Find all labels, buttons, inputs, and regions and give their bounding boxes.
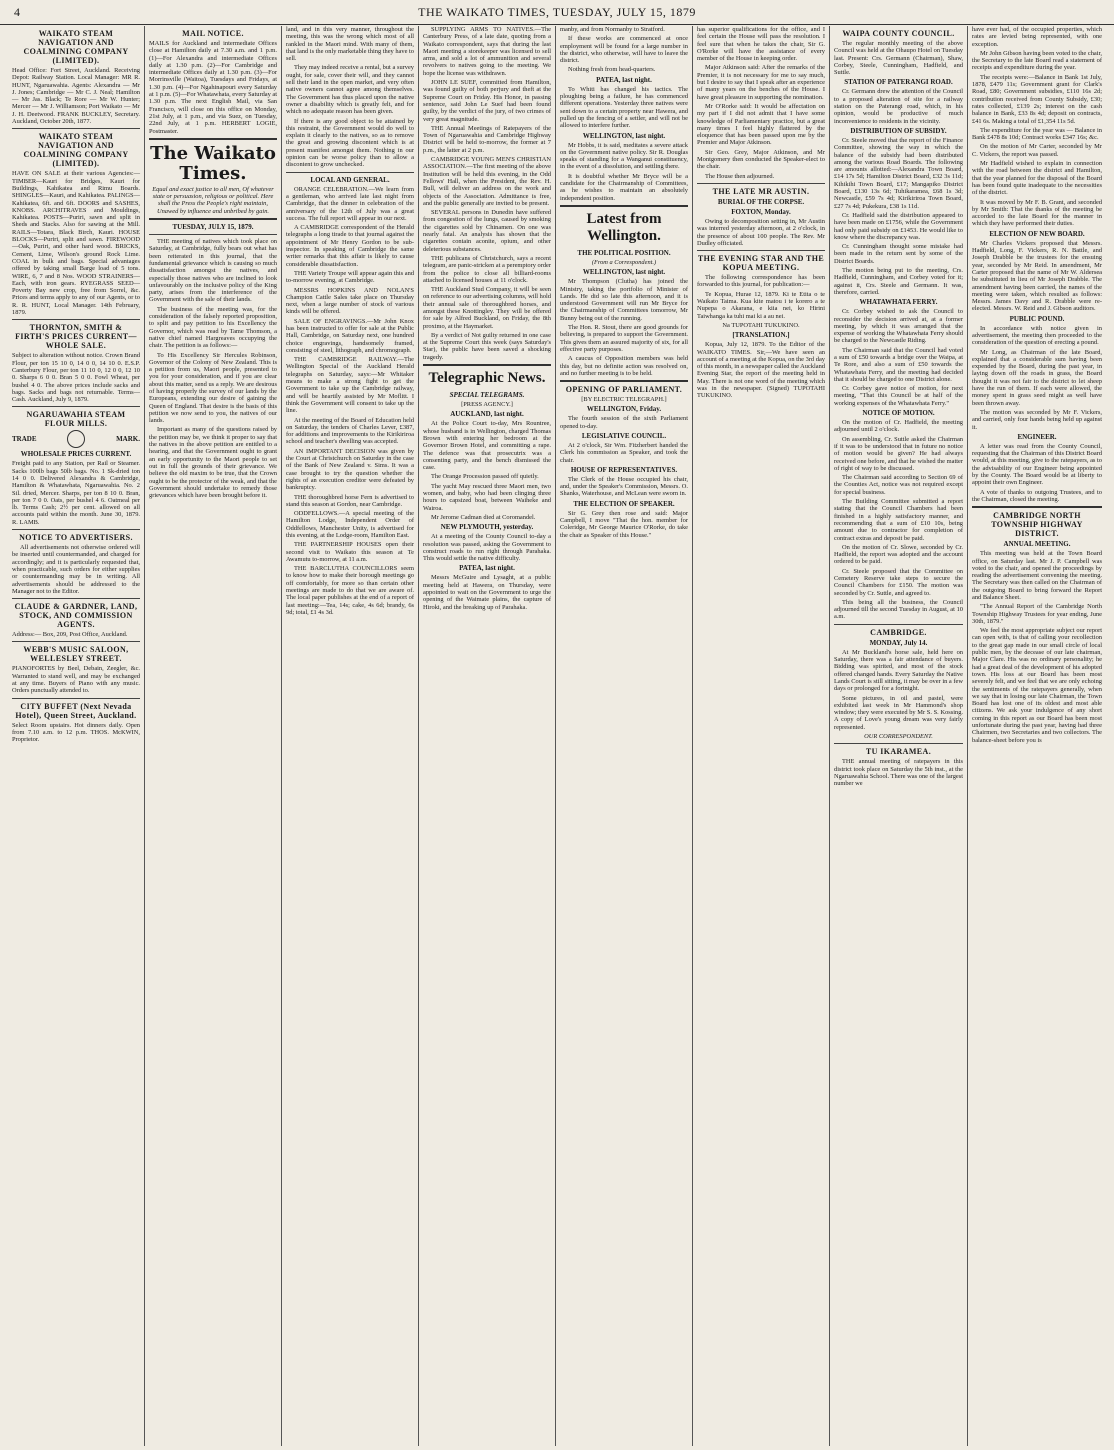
letter-translation: Kopua, July 12, 1879. To the Editor of the WAIKATO TIMES. Sir,—We have seen an account of a meeting at the Kopua, on the 3rd day of this month, in a newspaper called the Auckland Evening Star, the report of the meeting held in May. There is not one word of the meeting which was in the newspaper. (Signed) TUPOTAHI TUKUKINO. [697,341,825,400]
section-subtitle: HOUSE OF REPRESENTATIVES. [570,465,678,474]
dateline: AUCKLAND, last night. [450,410,524,419]
letter-maori: Te Kopua, Hurae 12, 1879. Ki te Etita o te Waikato Taima. Kua kite matou i te korero a te Nupepa o Akarana, e kiia nei, ko Hirini Taiwhanga ka tuhi mai ki a au nei. [697,290,825,320]
ad-title: WAIKATO STEAM NAVIGATION AND COALMINING COMPANY (LIMITED). [23,132,129,169]
telegram-item: It is doubtful whether Mr Bryce will be a candidate for the Chairmanship of Committees, as he wishes to maintain an absolutely independent position. [560,172,688,202]
news-item: The following correspondence has been forwarded to this journal, for publication:— [697,274,825,289]
newspaper-columns [8,26,1106,1446]
editorial-paragraph: Important as many of the questions raised by the petition may be, we think it proper to say that the natives in the above petition are entitled to a hearing, and that the Government ought to grant an early opportunity to the Maori people to set out in full the grounds of their grievance. We believe the old maxim to be true, that the Crown ought to be the protector of the weak, and that the Government should undertake to remedy those grievances which have been brought before it. [149,426,277,500]
telegram-item: Mr Hobbs, it is said, meditates a severe attack on the Government native policy. Sir R. Douglas speaks of standing for a Wanganui constituency, in the event of a dissolution, and settling there. [560,141,688,171]
dateline: FOXTON, Monday. [731,207,791,216]
telegraph-note: [BY ELECTRIC TELEGRAPH.] [581,396,667,404]
section-title: CAMBRIDGE NORTH TOWNSHIP HIGHWAY DISTRICT. [991,511,1083,539]
news-item: Some pictures, in oil and pastel, were exhibited last week in Mr Hammond's shop window; they were executed by Mr S. S. Kossing. A copy of Love's young dream was very fairly represented. [834,694,963,731]
column-3 [282,26,419,1446]
ad-title: WAIKATO STEAM NAVIGATION AND COALMINING COMPANY (LIMITED). [23,29,129,65]
column-8 [968,26,1106,1446]
section-subtitle: NOTICE OF MOTION. [862,409,935,418]
telegram-item: If these works are commenced at once employment will be found for a large number in the district, who otherwise, will have to leave the district. [560,35,688,65]
section-subtitle: WHATAWHATA FERRY. [859,298,938,307]
news-item: THE thoroughbred horse Fern is advertised to stand this season at Gordon, near Cambridge. [286,493,414,508]
news-item: Mr John Gibson having been voted to the chair, the Secretary to the late Board read a statement of receipts and expenditure during the year. [972,49,1102,72]
news-item: The fourth session of the sixth Parliament opened to-day. [560,415,688,430]
divider [149,138,277,140]
editorial-paragraph: The business of the meeting was, for the consideration of the falsely reported proposition, to split and pay petition to his Excellency the Governor, which was read by Tame Thomson, a native chief named Hargreaves occupying the chair. The petition is as follows:— [149,305,277,350]
ad-body: HAVE ON SALE at their various Agencies:— TIMBER—Kauri for Bridges, Kauri for Buildings, Kahikatea and Rimu Boards. SHINGLES—Kauri, and Kahikatea. PALINGS—Kahikatea, 6ft. and 6ft. DOORS and SASHES, KNOBS. ARCHITRAVES and Mouldings, Kahikatea. POSTS—Puriri, sawn and split in Sheds and Stacks. Also for sawing at the Mill. RAILS—Totara, Black Birch, Kauri. HOUSE BLOCKS—Puriri, split and sawn. FIREWOOD—Oak, Puriri, and other hard wood. BRICKS, Cement, Lime, Wilson's ground Rock Lime. COAL in bulk and bags. Special advantages offered by taking small Barge load of 5 tons. WIRE, 6, 7 and 8 Nos. WOOD STRAINERS—Each, with iron gears. RYEGRASS SEED—Poverty Bay new crop, free from Sorrel, &c. Prices and terms apply to any of our Agents, or to R. R. HUNT, Local Manager. 14th February, 1879. [12,170,140,317]
news-item: SEVERAL persons in Dunedin have suffered from congestion of the lungs, caused by smoking the cigarettes sold by Chinamen. On one was nearly fatal. An analysis has shown that the cigarettes contain aconite, opium, and other deleterious substances. [423,209,551,253]
telegram-item: The yacht May rescued three Maori men, two women, and baby, who had been clinging three hours to capsized boat, between Waiheke and Wairoa. [423,482,551,512]
news-item: THE publicans of Christchurch, says a recent telegram, are panic-stricken at a peremptory order from the police to close all billiard-rooms attached to licensed houses at 11 o'clock. [423,254,551,284]
ad-body: PIANOFORTES by Beel, Debain, Zeegler, &c. Warranted to stand well, and may be exchanged at any time. Buyers of Piano with any music. Orders punctually attended to. [12,665,140,695]
news-item: ODDFELLOWS.—A special meeting of the Hamilton Lodge, Independent Order of Oddfellows, Manchester Unity, is advertised for this evening, at the Lodge-room, Hamilton East. [286,510,414,539]
news-item: Sir G. Grey then rose and said: Major Campbell, I move "That the hon. member for Coleridge, Mr George Maurice O'Rorke, do take the chair as Speaker of this House." [560,509,688,539]
news-item: THE PARTNERSHIP HOUSES open their second visit to Waikato this season at Te Awamutu to-morrow, at 11 a.m. [286,541,414,563]
editorial-paragraph: If there is any good object to be attained by this restraint, the Government would do well to explain it clearly to the natives, so as to remove the great and growing discontent which is at present manifest amongst them. Nothing in our opinion can be worse policy than to allow a discontent to grow unchecked. [286,117,414,169]
divider [834,743,963,744]
divider [834,624,963,625]
divider [12,598,140,599]
news-item: Cr. Steele proposed that the Committee on Cemetery Reserve take steps to secure the Council Chambers for £150. The motion was seconded by Cr. Suttle, and agreed to. [834,567,963,597]
divider [12,641,140,642]
editorial-paragraph: They may indeed receive a rental, but a survey ought, for sale, cover their will, and they cannot sell their land in the open market, and very often native owners cannot agree among themselves. The Government has thus placed upon the native owner a disability which is greatly felt, and for which no adequate reason has been given. [286,64,414,116]
column-1 [8,26,145,1446]
news-item: It was moved by Mr F. B. Grant, and seconded by Mr Smith: That the thanks of the meeting be accorded to the late Board for the manner in which they have performed their duties. [972,198,1102,228]
divider [149,218,277,220]
news-item: Mr O'Rorke said: It would be affectation on my part if I did not admit that I have some knowledge of Parliamentary practice, but a great many times I feel highly flattered by the eloquence that has been passed upon me by the Premier and Major Atkinson. [697,102,825,147]
news-item: A vote of thanks to outgoing Trustees, and to the Chairman, closed the meeting. [972,488,1102,503]
news-item: Cr. Corbey gave notice of motion, for next meeting, "That this Council be at half of the working expenses of the Whatawhata Ferry." [834,385,963,407]
news-item: has superior qualifications for the office, and I feel certain the House will pass the resolution. I feel sure that when he takes the chair, Sir G. O'Rorke will have the assistance of every member of the House in keeping order. [697,26,825,63]
ad-body: Head Office: Fort Street, Auckland. Receiving Depot: Railway Station. Local Manager: MR R. HUNT, Ngaruawahia. Agents: Alexandra — Mr J. Jones; Cambridge — Mr C. J. Neal; Hamilton — Mr Jas. Black; Te Rore — Mr W. Hunter; Mercer — Mr J. Williamson; Port Waikato — Mr J. H. Deetwood. FRANK BUCKLEY, Secretary. Auckland, October 20th, 1877. [12,67,140,126]
trade-mark [12,430,140,448]
dateline: WELLINGTON, Friday. [586,405,662,414]
telegram-item: Mr Jerome Cadman died at Coromandel. [431,513,536,521]
divider [972,506,1102,508]
news-item: At 2 o'clock, Sir Wm. Fitzherbert handed the Clerk his commission as Speaker, and took the chair. [560,441,688,464]
divider [697,250,825,251]
news-item: Mr Long, as Chairman of the late Board, explained that a considerable sum having been expended by the Board, during the past year, in laying down off the roads in grass, the Board thought it was not fair to the district to let sheep have the run of them. If each were allowed, the money spent in grass seed might as well have been thrown away. [972,348,1102,407]
news-item: A letter was read from the County Council, requesting that the Chairman of this District Board would, at this meeting, give to the ratepayers, as to the advisability of our Engineer being appointed by the County. The Board would be at liberty to appoint their own Engineer. [972,442,1102,487]
press-agency-note: [PRESS AGENCY.] [461,401,513,409]
news-item: SUPPLYING ARMS TO NATIVES.—The Canterbury Press, of a late date, quoting from a Waikato correspondent, says that during the last Maori meeting a storekeeper was licensed to sell arms, and sold a lot of ammunition and several revolvers to natives going to the meeting. We hope the license was withdrawn. [423,26,551,77]
news-item: On the motion of Mr Carter, seconded by Mr C. Vickers, the report was passed. [972,143,1102,158]
news-item: Owing to decomposition setting in, Mr Austin was interred yesterday afternoon, at 2 o'clock, in the presence of about 100 people. The Rev. Mr Dudley officiated. [697,217,825,247]
news-item: The regular monthly meeting of the above Council was held at the Ohaupo Hotel on Tuesday last. Present: Crs. Germann (Chairman), Shaw, Corbey, Steele, Cunningham, Hadfield, and Suttle. [834,40,963,77]
news-item: THE Variety Troupe will appear again this and to-morrow evening, at Cambridge. [286,269,414,285]
ad-title: NOTICE TO ADVERTISERS. [19,533,133,543]
section-title: TU IKARAMEA. [865,747,932,757]
ad-title: CLAUDE & GARDNER, LAND, STOCK, AND COMMISSION AGENTS. [14,602,138,630]
ad-body: Freight paid to any Station, per Rail or Steamer. Sacks 100lb bags 50lb bags. No. 1 Sk-dried ton 14 0 0. Delivered Alexandra & Cambridge, Hamilton & Whatawhata, Ngaruawahia. No. 2 Sil. dried, Mercer. Sharps, per ton 8 10 0. Bran, per ton 7 0 0. Oats, per bushel 4 6. Oatmeal per lb. Terms Cash; 2½ per cent. allowed on all accounts paid within the month. June 30, 1879. R. LAMB. [12,460,140,526]
ad-title: THORNTON, SMITH & FIRTH'S PRICES CURRENT—WHOLE SALE. [15,323,137,351]
news-item: The House then adjourned. [705,172,775,180]
news-item: Sir Geo. Grey, Major Atkinson, and Mr Montgomery then conducted the Speaker-elect to the chair. [697,148,825,171]
news-item: A CAMBRIDGE correspondent of the Herald telegraphs a long tirade to that journal against the appointment of Mr Henry Gordon to be sub-inspector. In speaking of Cambridge the same writer remarks that this affair is likely to cause considerable dissatisfaction. [286,224,414,268]
news-item: By a verdict of Not guilty returned in one case at the Supreme Court this week (says Saturday's Star), the public have been saved a shocking tragedy. [423,331,551,361]
news-item: The expenditure for the year was — Balance in Bank £478 8s 10d; Contract works £347 16s; &c. [972,126,1102,142]
section-title: MAIL NOTICE. [182,29,244,38]
trade-mark-right: MARK. [116,434,140,443]
news-item: THE Annual Meetings of Ratepayers of the Town of Ngaruawahia and Cambridge Highway District will be held to-morrow, the former at 7 p.m., the latter at 2 p.m. [423,124,551,154]
section-subtitle: ANNUAL MEETING. [1003,540,1071,549]
news-item: The Building Committee submitted a report stating that the Council Chambers had been finished in a highly satisfactory manner, and recommending that a sum of £10 10s, being amount due to contractor for completion of contract extras and deposit be paid. [834,498,963,542]
dateline: MONDAY, July 14. [869,638,928,647]
column-2 [145,26,282,1446]
ad-body: Address:— Box, 209, Post Office, Auckland. [12,631,128,639]
news-item: On assembling, Cr. Suttle asked the Chairman if it was to be understood that in future no notice of motion would be given? He had always received one before, and that he wished the matter of right of way to be discussed. [834,435,963,472]
news-item: SALE OF ENGRAVINGS.—Mr John Knox has been instructed to offer for sale at the Public Hall, Cambridge, on Saturday next, one hundred choice engravings, handsomely framed, consisting of steel, lithograph, and chromograph. [286,317,414,354]
dateline: WELLINGTON, last night. [582,268,666,277]
letter-signature: Na TUPOTAHI TUKUKINO. [722,321,800,329]
section-subtitle: LEGISLATIVE COUNCIL. [581,431,667,440]
section-title: THE LATE MR AUSTIN. [712,186,810,196]
masthead-motto: Equal and exact justice to all men, Of whatever state or persuasion, religious or political. Here shall the Press the People's right maintain, Unawed by influence and unbribed by gain. [152,185,274,215]
section-subtitle: DISTRIBUTION OF SUBSIDY. [850,126,947,135]
news-item: We feel the most appropriate subject our report can open with, is that of calling your recollection to the great gap made in our small circle of local public men, by the decease of our late chairman, Major Clare. His was no ordinary personality; he had a great deal of the development of his adopted town. His loss at our Board has been most severely felt, and we feel that we are only echoing the sentiments of the ratepayers generally, when we say that in losing our late Chairman, the Town Board has lost one of its oldest and most able citizens. We ask your indulgence of any short coming in this report as our Board has been most unfortunate during the past year, having had three Chairmen, two Secretaries and two collectors. The balance-sheet before you is [972,627,1102,744]
column-5 [556,26,693,1446]
divider [560,205,688,207]
column-6 [693,26,830,1446]
divider [697,183,825,184]
news-item: THE annual meeting of ratepayers in this district took place on Saturday the 5th inst., at the Ngaruawahia School. There was one of the largest number we [834,758,963,788]
divider [12,128,140,129]
news-item: The Hon. R. Stout, there are good grounds for believing, is prepared to support the Government. This gives them an assured majority of six, for all effective party purposes. [560,324,688,353]
news-item: Cr. Cunningham thought some mistake had been made in the return sent by some of the District Boards. [834,243,963,265]
news-item: Major Atkinson said: After the remarks of the Premier, it is not necessary for me to say much, but I desire to say that I speak after an experience of many years on the benches of the House. I have great pleasure in supporting the nomination. [697,64,825,101]
editorial-date: TUESDAY, JULY 15, 1879. [172,223,254,232]
telegram-item: At a meeting of the County Council to-day a resolution was passed, asking the Government to construct roads to run right through Parahaka. This would settle the native difficulty. [423,533,551,563]
divider [423,364,551,366]
editorial-paragraph: land, and in this very manner, throughout the meeting, this was the wrong which most of all rankled in the Maori mind. With many of them, that land is the only marketable thing they have to sell. [286,26,414,63]
page-header [0,0,1114,25]
column-7 [830,26,968,1446]
telegram-item: At the Police Court to-day, Mrs Rountree, whose husband is in Wellington, charged Thomas Brown with entering her bedroom at the Governor Brown Hotel, and committing a rape. The defence was that prosecutrix was a consenting party, and the bench dismissed the case. [423,420,551,472]
news-item: On the motion of Cr. Slowe, seconded by Cr. Hadfield, the report was adopted and the account ordered to be paid. [834,543,963,566]
news-item: CAMBRIDGE YOUNG MEN'S CHRISTIAN ASSOCIATION.—The first meeting of the above Institution will be held this evening, in the Odd Fellows' Hall, when the President, the Rev. H. Bull, will deliver an address on the work and objects of the Association. Admittance is free, and the public generally are invited to be present. [423,156,551,207]
masthead: The Waikato Times. [150,142,276,184]
section-title: LOCAL AND GENERAL. [310,175,390,184]
news-item: have ever had, of the occupied properties, which rates are levied being represented, with one exception. [972,26,1102,48]
ad-title: CITY BUFFET (Next Nevada Hotel), Queen Street, Auckland. [15,701,137,720]
correspondent-note: (From a Correspondent.) [591,258,657,266]
news-item: Cr. Steele moved that the report of the Finance Committee, showing the way in which the balance of the subsidy had been distributed among the various Road Boards. The following are amounts allotted:—Alexandra Town Board, £14 17s 5d; Hamilton District Board, £32 3s 11d; Kihikihi Town Board, £17; Mangapiko District Board, £130 13s 6d; Tuhikaramea, £68 1s 3d; Newcastle, £59 7s 4d; Kirikiriroa Town Board, £27 7s 4d; Pukekura, £38 1s 11d. [834,136,963,210]
news-item: The receipts were:—Balance in Bank 1st July, 1878, £479 11s; Government grant for Clark's Road, £80; Government subsidies, £110 16s 2d; contribution received from County Subsidy, £30; rates collected, £139 2s; interest on the cash balance in Bank, £33 8s 4d; deposit on contracts, £41 6s. Making a total of £1,354 11s 5d. [972,73,1102,125]
section-subtitle: SPECIAL TELEGRAMS. [449,391,525,400]
page-number: 4 [14,5,21,19]
trade-mark-emblem-icon [67,430,85,448]
telegram-item: To Whiti has changed his tactics. The ploughing being a failure, he has commenced different operations. Yesterday three natives were sent down to a certain property near Hawera, and pulled up the fencing of a settler, and will not be allowed to interfere further. [560,85,688,130]
telegram-item: Messrs McGuire and Lysaght, at a public meeting held at Hawera, on Thursday, were appointed to wait on the Government to urge the opening of the Waimate plains, the capture of Hiroki, and the breaking up of Parahaka. [423,574,551,611]
section-title: OPENING OF PARLIAMENT. [565,385,683,395]
column-4 [419,26,556,1446]
news-item: Mr Hadfield wished to explain in connection with the road between the district and Hamilton, that the year planned for the disposal of the Board has been found quite inadequate to the necessities of the district. [972,160,1102,197]
section-subtitle: THE POLITICAL POSITION. [577,248,671,257]
section-subtitle: THE ELECTION OF SPEAKER. [573,499,675,508]
news-item: THE CAMBRIDGE RAILWAY.—The Wellington Special of the Auckland Herald telegraphs on Saturday, says:—Mr Whitaker means to make a strong fight to get the Government to take up the Cambridge railway, and will be heartily assisted by Mr Moflitt. I think the Government will consent to take up the line. [286,356,414,415]
news-item: AN IMPORTANT DECISION was given by the Court at Christchurch on Saturday in the case of the Bank of New Zealand v. Sims. It was a case brought to try the question whether the rights of an execution creditor were defeated by bankruptcy. [286,447,414,492]
news-item: "The Annual Report of the Cambridge North Township Highway Trustees for year ending, June 30th, 1879." [972,603,1102,625]
section-title: WAIPA COUNTY COUNCIL. [842,29,955,38]
news-item: At the meeting of the Board of Education held on Saturday, the tenders of Charles Lever, £387, for additions and improvements to the Kirikiriroa school and teacher's dwelling was accepted. [286,416,414,446]
news-item: On the motion of Cr. Hadfield, the meeting adjourned until 2 o'clock. [834,419,963,434]
news-item: The Chairman said that the Council had voted a sum of £50 towards a bridge over the Waipa, at Te Rore, and also a sum of £50 towards the Whatawhata Ferry, and the meeting had decided that it should be charged to one District alone. [834,346,963,383]
telegram-item: Nothing fresh from head-quarters. [568,66,656,74]
news-item: JOHN LE SUEF, committed from Hamilton, was found guilty of both perjury and theft at the Supreme Court on Friday. His Honor, in passing sentence, said John Le Suef had been found guilty, by the verdict of the jury, of two crimes of very great magnitude. [423,79,551,123]
ad-title: NGARUAWAHIA STEAM FLOUR MILLS. [26,410,126,429]
ad-subtitle: WHOLESALE PRICES CURRENT. [20,450,132,459]
dateline: NEW PLYMOUTH, yesterday. [440,523,534,532]
ad-title: WEBB'S MUSIC SALOON, WELLESLEY STREET. [23,645,129,664]
news-item: Cr. Corbey wished to ask the Council to reconsider the decision arrived at, at a former meeting, by which it was arranged that the expense of working the Whatawhata Ferry should be charged to the Newcastle Riding. [834,308,963,345]
dateline: WELLINGTON, last night. [582,131,666,140]
news-item: The motion being put to the meeting, Crs. Hadfield, Cunningham, and Corbey voted for it; against it, Crs. Steele and Germann. It was, therefore, carried. [834,267,963,296]
section-subtitle: ENGINEER. [1017,432,1057,441]
section-title-telegraphic-news: Telegraphic News. [428,370,546,387]
news-item: ORANGE CELEBRATION.—We learn from a gentleman, who arrived late last night from Cambridge, that the dinner in celebration of the anniversary of the 12th of July was a great success. The full report will appear in our next. [286,185,414,222]
dateline: PATEA, last night. [596,75,652,84]
news-item: THE BARCLUTHA COUNCILLORS seem to know how to make their borough meetings go off comfortably, for more so than certain other meetings are made to do that we are aware of. The local paper publishes at the end of a report of last meeting:—Tea, 14s; cake, 4s 6d; brandy, 6s 9d; total, £1 4s 3d. [286,565,414,616]
section-title: CAMBRIDGE. [870,627,927,637]
news-item: MESSRS HOPKINS AND NOLAN'S Champion Cattle Sales take place on Thursday next, when a large number of stock of various kinds will be offered. [286,286,414,316]
news-item: At Mr Buckland's horse sale, held here on Saturday, there was a fair attendance of buyers. Bidding was spirited, and most of the stock offered changed hands. Every Saturday the Native Lands Court is still sitting, it may be over in a few days or prolonged for a fortnight. [834,648,963,693]
trade-mark-left: TRADE [12,434,37,443]
news-item: This meeting was held at the Town Board office, on Saturday last. Mr J. P. Campbell was voted to the chair, and opened the proceedings by reading the advertisement convening the meeting. The Secretary was then called on the Chairman of the outgoing Board to bring forward the Report and Balance Sheet. [972,550,1102,601]
ad-body: Select Room upstairs. Hot dinners daily. Open from 7.10 a.m. to 12 p.m. THOS. McKWIN, Proprietor. [12,721,140,744]
news-item: The Chairman said according to Section 69 of the Counties Act, notice was not required except for special business. [834,474,963,496]
section-subtitle: BURIAL OF THE CORPSE. [717,197,805,206]
correspondent-signature: OUR CORRESPONDENT. [864,733,933,741]
news-item: Cr. Hadfield said the distribution appeared to have been made on £1756, while the Government had only paid subsidy on £1453. He would like to know where the discrepancy was. [834,211,963,241]
news-item: A caucus of Opposition members was held this day, but no definite action was resolved on, and no further meeting is to be held. [560,355,688,377]
divider [12,698,140,699]
divider [12,319,140,320]
telegram-item: The Orange Procession passed off quietly. [431,473,539,481]
divider [12,406,140,407]
section-subtitle: [TRANSLATION.] [732,331,790,340]
divider [560,380,688,382]
telegram-item: manby, and from Normanby to Stratford. [560,26,665,33]
news-item: This being all the business, the Council adjourned till the second Tuesday in August, at 10 a.m. [834,598,963,621]
editorial-paragraph: To His Excellency Sir Hercules Robinson, Governor of the Colony of New Zealand. This is a petition from us, Maori people, presented to you for your consideration, and if you are clear about this matter, send us a reply. We are desirous of having properly the survey of our lands by the Europeans, extending our desire of gaining the Queen of England. That desire is the basis of this petition we now send to you, the natives of our lands. [149,351,277,425]
ad-body: Subject to alteration without notice. Crown Brand Flour, per ton 15 10 0, 14 0 0, 14 10 0. E.S.P. Canterbury Flour, per ton 11 10 0, 12 0 0, 12 10 0. Sharps 6 0 0. Bran 5 0 0. Fowl Wheat, per bushel 4 0. The above prices include sacks and bags. Sacks and bags not returnable. Terms—Cash. Auckland, July 9, 1879. [12,352,140,404]
section-subtitle: STATION OF PATERANGI ROAD. [844,78,953,87]
divider [286,172,414,173]
news-item: Mr Charles Vickers proposed that Messrs. Hadfield, Long, F. Vickers, R. N. Battle, and Joseph Drabble be the trustees for the ensuing year, seconded by Mr Reid. In amendment, Mr Carter proposed that the name of Mr W. Aldersea be substituted in lieu of Mr Joseph Drabble. The amendment having been carried, the names of the meeting were taken, which resulted as follows: Messrs. James Davy and R. Drabble were re-elected. Messrs. W. Reid and J. Gibson auditors. [972,239,1102,313]
section-subtitle: ELECTION OF NEW BOARD. [989,229,1085,238]
ad-body: All advertisements not otherwise ordered will be inserted until countermanded, and charged for accordingly; and it is particularly requested that, when practicable, such orders for either supplies or countermanding may be in writing. All advertisements should be addressed to the Manager not to the Editor. [12,544,140,595]
news-item: THE Auckland Stud Company, it will be seen on reference to our advertising columns, will hold their annual sale of thoroughbred horses, and amongst these Knottingley. They will be offered for sale by Alfred Buckland, on Friday, the 8th proximo, at the Haymarket. [423,286,551,330]
section-title: THE EVENING STAR AND THE KOPUA MEETING. [697,254,825,273]
dateline: PATEA, last night. [459,564,515,573]
newspaper-running-title: THE WAIKATO TIMES, TUESDAY, JULY 15, 1879 [418,5,696,19]
section-subtitle: PUBLIC POUND. [1009,314,1065,323]
news-item: Cr. Germann drew the attention of the Council to a proposed alteration of site for a railway station on the Paterangi road, which, in his opinion, would be productive of much inconvenience to residents in the vicinity. [834,88,963,125]
section-title-latest-from-wellington: Latest from Wellington. [586,210,662,244]
news-item: The motion was seconded by Mr F. Vickers, and carried, only four hands being held up against it. [972,408,1102,431]
divider [149,234,277,235]
news-item: In accordance with notice given in advertisement, the meeting then proceeded to the consideration of the question of erecting a pound. [972,324,1102,347]
divider [12,529,140,530]
editorial-paragraph: THE meeting of natives which took place on Saturday, at Cambridge, fully bears out what has been reiterated in this journal, that the fundamental grievance which is causing so much dissatisfaction amongst the natives, and especially those natives who are inclined to look unfavourably on the inclusive policy of the King party, arises from the interference of the Government with the sale of their lands. [149,238,277,304]
news-item: Mr Thompson (Clutha) has joined the Ministry, taking the portfolio of Minister of Lands. He did so late this afternoon, and it is understood Government will run Mr Bryce for the Chairmanship of Committees tomorrow, Mr Bunny being out of the running. [560,278,688,322]
mail-notice-body: MAILS for Auckland and intermediate Offices close at Hamilton daily at 7.30 a.m. and 1 p.m. (1)—For Alexandra and intermediate Offices daily at 1.30 p.m. (2)—For Cambridge and intermediate Offices daily at 1.30 p.m. (3)—For Morrinsville (Waitoa), Tuesdays and Fridays, at 1.30 p.m. (4)—For Ngahinapouri every Saturday at 1 p.m. (5)—For Whatawhata, every Saturday at 1.30 p.m. The next English Mail, via San Francisco, will close on this office on Monday, 21st July, at 1 p.m., and via Suez, on Tuesday, 22nd July, at 1 p.m. HERBERT LOGIE, Postmaster. [149,40,278,135]
news-item: The Clerk of the House occupied his chair, and, under the Speaker's Commission, Messrs. O. Shanks, Waterhouse, and McLean were sworn in. [560,475,688,498]
